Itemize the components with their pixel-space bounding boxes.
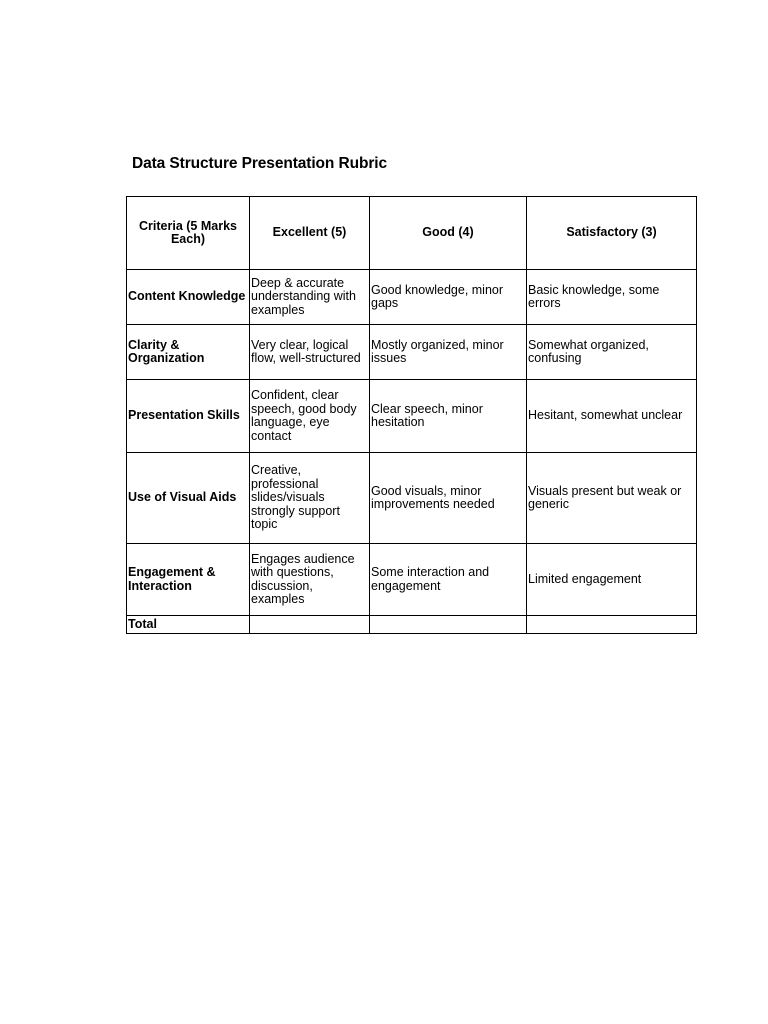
rubric-table	[126, 196, 697, 634]
good-cell: Good visuals, minor improvements needed	[370, 453, 527, 544]
total-row	[127, 616, 697, 634]
table-header-row	[127, 197, 697, 270]
table-row	[127, 453, 697, 544]
table-row	[127, 270, 697, 325]
total-satisfactory-cell	[527, 616, 697, 634]
satisfactory-cell: Hesitant, somewhat unclear	[527, 380, 697, 453]
satisfactory-cell: Basic knowledge, some errors	[527, 270, 697, 325]
document-title: Data Structure Presentation Rubric	[132, 155, 387, 172]
excellent-cell: Engages audience with questions, discussion, examples	[250, 544, 370, 616]
criteria-cell: Content Knowledge	[127, 270, 250, 325]
satisfactory-cell: Somewhat organized, confusing	[527, 325, 697, 380]
excellent-cell: Deep & accurate understanding with examples	[250, 270, 370, 325]
table-row	[127, 544, 697, 616]
header-good: Good (4)	[370, 197, 527, 270]
good-cell: Good knowledge, minor gaps	[370, 270, 527, 325]
table-row	[127, 380, 697, 453]
header-excellent: Excellent (5)	[250, 197, 370, 270]
header-satisfactory: Satisfactory (3)	[527, 197, 697, 270]
criteria-cell: Engagement & Interaction	[127, 544, 250, 616]
satisfactory-cell: Limited engagement	[527, 544, 697, 616]
excellent-cell: Confident, clear speech, good body language, eye contact	[250, 380, 370, 453]
good-cell: Mostly organized, minor issues	[370, 325, 527, 380]
satisfactory-cell: Visuals present but weak or generic	[527, 453, 697, 544]
header-criteria: Criteria (5 Marks Each)	[127, 197, 250, 270]
total-good-cell	[370, 616, 527, 634]
excellent-cell: Very clear, logical flow, well-structured	[250, 325, 370, 380]
criteria-cell: Use of Visual Aids	[127, 453, 250, 544]
criteria-cell: Presentation Skills	[127, 380, 250, 453]
excellent-cell: Creative, professional slides/visuals strongly support topic	[250, 453, 370, 544]
criteria-cell: Clarity & Organization	[127, 325, 250, 380]
total-excellent-cell	[250, 616, 370, 634]
total-label: Total	[127, 616, 250, 634]
table-row	[127, 325, 697, 380]
good-cell: Clear speech, minor hesitation	[370, 380, 527, 453]
good-cell: Some interaction and engagement	[370, 544, 527, 616]
